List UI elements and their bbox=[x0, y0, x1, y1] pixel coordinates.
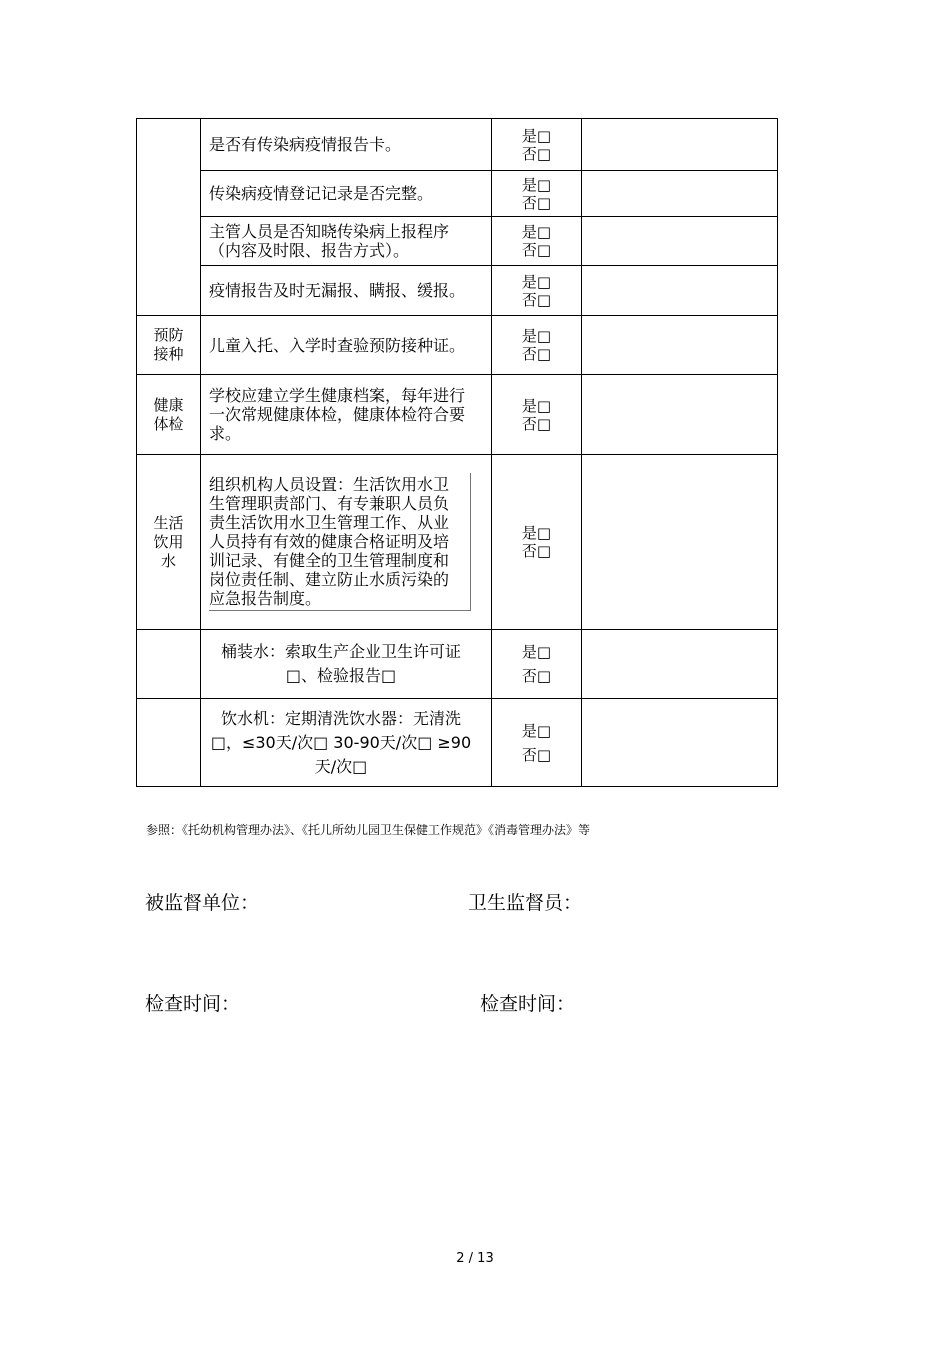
item-cell: 饮水机：定期清洗饮水器：无清洗□，≤30天/次□ 30-90天/次□ ≥90天/次□ bbox=[201, 699, 492, 787]
item-cell: 桶装水：索取生产企业卫生许可证□、检验报告□ bbox=[201, 630, 492, 699]
table-row bbox=[137, 266, 778, 316]
yes-checkbox[interactable]: 是□ bbox=[521, 396, 552, 415]
no-checkbox[interactable]: 否□ bbox=[521, 193, 552, 212]
item-cell: 疫情报告及时无漏报、瞒报、缓报。 bbox=[201, 266, 492, 316]
note-cell bbox=[582, 171, 778, 217]
table-row bbox=[137, 455, 778, 630]
no-checkbox[interactable]: 否□ bbox=[521, 667, 552, 685]
table-row bbox=[137, 375, 778, 455]
inspection-table bbox=[136, 118, 778, 787]
item-cell bbox=[201, 455, 492, 630]
yes-no-cell bbox=[492, 266, 582, 316]
yes-checkbox[interactable]: 是□ bbox=[521, 721, 552, 740]
table-row bbox=[137, 316, 778, 375]
no-checkbox[interactable]: 否□ bbox=[521, 414, 552, 433]
category-cell: 预防接种 bbox=[137, 316, 201, 375]
no-checkbox[interactable]: 否□ bbox=[521, 290, 552, 309]
yes-no-cell bbox=[492, 699, 582, 787]
note-cell bbox=[582, 455, 778, 630]
yes-no-cell bbox=[492, 375, 582, 455]
check-time-label-left: 检查时间： bbox=[145, 993, 241, 1015]
note-cell bbox=[582, 699, 778, 787]
no-checkbox[interactable]: 否□ bbox=[521, 241, 552, 259]
table-row bbox=[137, 171, 778, 217]
note-cell bbox=[582, 375, 778, 455]
note-cell bbox=[582, 119, 778, 171]
inspector-label: 卫生监督员： bbox=[468, 892, 583, 914]
item-cell: 传染病疫情登记记录是否完整。 bbox=[201, 171, 492, 217]
yes-no-cell bbox=[492, 316, 582, 375]
yes-checkbox[interactable]: 是□ bbox=[521, 327, 552, 345]
yes-no-cell bbox=[492, 455, 582, 630]
no-checkbox[interactable]: 否□ bbox=[521, 745, 552, 764]
note-cell bbox=[582, 266, 778, 316]
yes-no-cell bbox=[492, 171, 582, 217]
note-cell bbox=[582, 217, 778, 266]
note-cell bbox=[582, 316, 778, 375]
category-cell bbox=[137, 119, 201, 316]
table-row bbox=[137, 119, 778, 171]
supervised-unit-label: 被监督单位： bbox=[145, 892, 260, 914]
note-cell bbox=[582, 630, 778, 699]
item-cell: 主管人员是否知晓传染病上报程序（内容及时限、报告方式）。 bbox=[201, 217, 492, 266]
yes-checkbox[interactable]: 是□ bbox=[521, 643, 552, 661]
no-checkbox[interactable]: 否□ bbox=[521, 345, 552, 363]
reference-note: 参照：《托幼机构管理办法》、《托儿所幼儿园卫生保健工作规范》《消毒管理办法》等 bbox=[146, 823, 591, 837]
item-cell: 是否有传染病疫情报告卡。 bbox=[201, 119, 492, 171]
table-row bbox=[137, 217, 778, 266]
table-row bbox=[137, 699, 778, 787]
category-cell: 健康体检 bbox=[137, 375, 201, 455]
check-time-label-right: 检查时间： bbox=[480, 993, 576, 1015]
yes-no-cell bbox=[492, 119, 582, 171]
yes-checkbox[interactable]: 是□ bbox=[521, 272, 552, 291]
framed-text: 组织机构人员设置：生活饮用水卫生管理职责部门、有专兼职人员负责生活饮用水卫生管理工作、从业人员持有有效的健康合格证明及培训记录、有健全的卫生管理制度和岗位责任制、建立防止水质污染的应急报告制度。 bbox=[209, 473, 471, 611]
yes-checkbox[interactable]: 是□ bbox=[521, 223, 552, 241]
yes-checkbox[interactable]: 是□ bbox=[521, 126, 552, 145]
category-cell bbox=[137, 699, 201, 787]
page-number: 2 / 13 bbox=[456, 1251, 494, 1266]
table-row bbox=[137, 630, 778, 699]
category-cell: 生活饮用水 bbox=[137, 455, 201, 630]
category-cell bbox=[137, 630, 201, 699]
yes-checkbox[interactable]: 是□ bbox=[521, 524, 552, 542]
yes-no-cell bbox=[492, 217, 582, 266]
item-cell: 儿童入托、入学时查验预防接种证。 bbox=[201, 316, 492, 375]
yes-no-cell bbox=[492, 630, 582, 699]
yes-checkbox[interactable]: 是□ bbox=[521, 175, 552, 194]
item-cell: 学校应建立学生健康档案，每年进行一次常规健康体检，健康体检符合要求。 bbox=[201, 375, 492, 455]
no-checkbox[interactable]: 否□ bbox=[521, 144, 552, 163]
no-checkbox[interactable]: 否□ bbox=[521, 542, 552, 560]
